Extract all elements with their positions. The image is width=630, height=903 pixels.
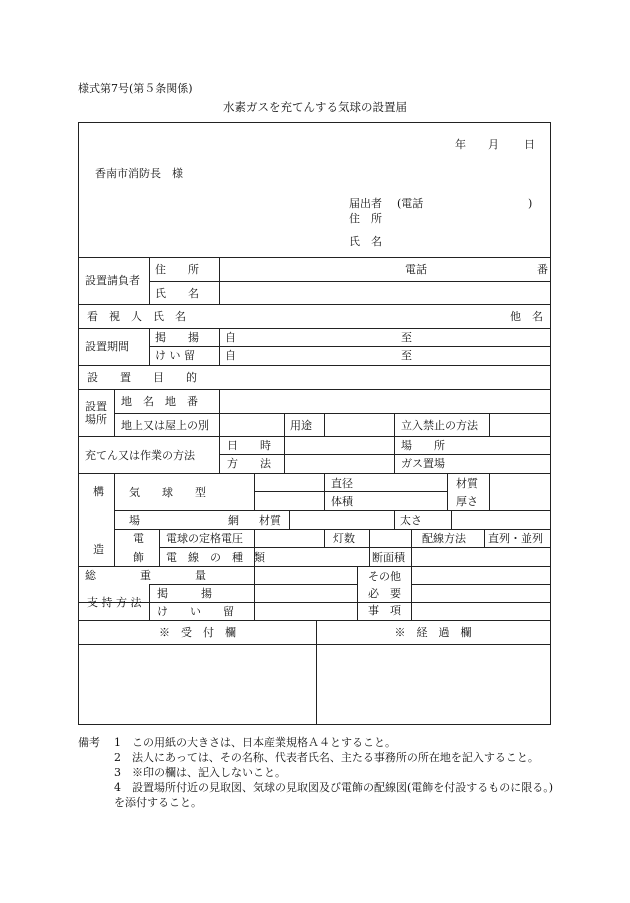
other-line2: 必 要: [368, 587, 401, 600]
notifier-address: 住 所: [349, 212, 382, 225]
addressee: 香南市消防長 様: [95, 167, 183, 180]
hoist-net: 場 網: [129, 514, 239, 527]
decoration-label-2: 飾: [133, 551, 144, 564]
notifier-label: 届出者: [349, 197, 382, 210]
total-weight: 総 重 量: [85, 569, 206, 582]
other-line3: 事 項: [368, 604, 401, 617]
watcher-label: 看 視 人 氏 名: [87, 310, 186, 323]
date-year: 年: [455, 138, 466, 151]
balloon-volume: 体積: [331, 495, 353, 508]
contractor-name: 氏 名: [155, 287, 199, 300]
period-hoist-from: 自: [225, 331, 236, 344]
balloon-thickness: 厚さ: [456, 495, 478, 508]
form-title: 水素ガスを充てんする気球の設置届: [223, 100, 407, 114]
notifier-phone-open: (電話: [397, 197, 424, 210]
wire-type: 電 線 の 種 類: [166, 551, 265, 564]
period-moor: け い 留: [155, 349, 195, 362]
other-line1: その他: [368, 570, 401, 583]
structure-label-bottom: 造: [93, 543, 104, 556]
notes-head: 備考: [78, 736, 100, 749]
balloon-type: 気 球 型: [129, 486, 206, 499]
filling-gas-storage: ガス置場: [401, 457, 445, 470]
form-number: 様式第7号(第５条関係): [78, 82, 193, 95]
note-item-4: 4 設置場所付近の見取図、気球の見取図及び電飾の配線図(電飾を付設するものに限る。)を添付すること。: [114, 781, 554, 809]
net-material: 材質: [259, 514, 281, 527]
wiring-method: 配線方法: [422, 532, 466, 545]
date-day: 日: [524, 138, 535, 151]
period-hoist-to: 至: [401, 331, 412, 344]
progress-label: ※ 経 過 欄: [394, 626, 472, 639]
decoration-label-1: 電: [133, 532, 144, 545]
watcher-others: 他 名: [510, 310, 543, 323]
reception-label: ※ 受 付 欄: [159, 626, 236, 639]
balloon-material: 材質: [456, 477, 478, 490]
contractor-label: 設置請負者: [85, 274, 140, 287]
filling-place: 場 所: [401, 439, 445, 452]
filling-method: 方 法: [227, 457, 271, 470]
contractor-address: 住 所: [155, 263, 199, 276]
rated-voltage: 電球の定格電圧: [166, 532, 243, 545]
note-item-3: 3 ※印の欄は、記入しないこと。: [114, 766, 286, 779]
date-month: 月: [488, 138, 499, 151]
location-ground-roof: 地上又は屋上の別: [121, 419, 209, 432]
location-use: 用途: [290, 419, 312, 432]
contractor-number: 番: [537, 263, 548, 276]
location-label: 設置場所: [85, 400, 107, 426]
period-moor-to: 至: [401, 349, 412, 362]
note-item-2: 2 法人にあっては、その名称、代表者氏名、主たる事務所の所在地を記入すること。: [114, 751, 539, 764]
notifier-phone-close: ): [528, 197, 533, 210]
notifier-name: 氏 名: [349, 235, 382, 248]
filling-label: 充てん又は作業の方法: [85, 449, 195, 462]
period-label: 設置期間: [85, 340, 129, 353]
period-moor-from: 自: [225, 349, 236, 362]
contractor-phone: 電話: [405, 263, 427, 276]
series-parallel: 直列・並列: [488, 532, 543, 545]
structure-label-top: 構: [93, 485, 104, 498]
period-hoist: 掲 揚: [155, 331, 199, 344]
note-item-1: 1 この用紙の大きさは、日本産業規格Ａ４とすること。: [114, 736, 396, 749]
support-label: 支 持 方 法: [87, 596, 142, 609]
support-hoist: 掲 揚: [157, 587, 212, 600]
lamp-count: 灯数: [333, 532, 355, 545]
filling-datetime: 日 時: [227, 439, 271, 452]
net-size: 太さ: [400, 514, 422, 527]
cross-section: 断面積: [372, 551, 405, 564]
application-form: [78, 122, 551, 725]
support-moor: け い 留: [157, 605, 234, 618]
notes-list: [114, 735, 554, 810]
location-lot: 地 名 地 番: [121, 395, 198, 408]
balloon-diameter: 直径: [331, 477, 353, 490]
location-entry-ban: 立入禁止の方法: [401, 419, 478, 432]
purpose-label: 設 置 目 的: [87, 371, 197, 384]
